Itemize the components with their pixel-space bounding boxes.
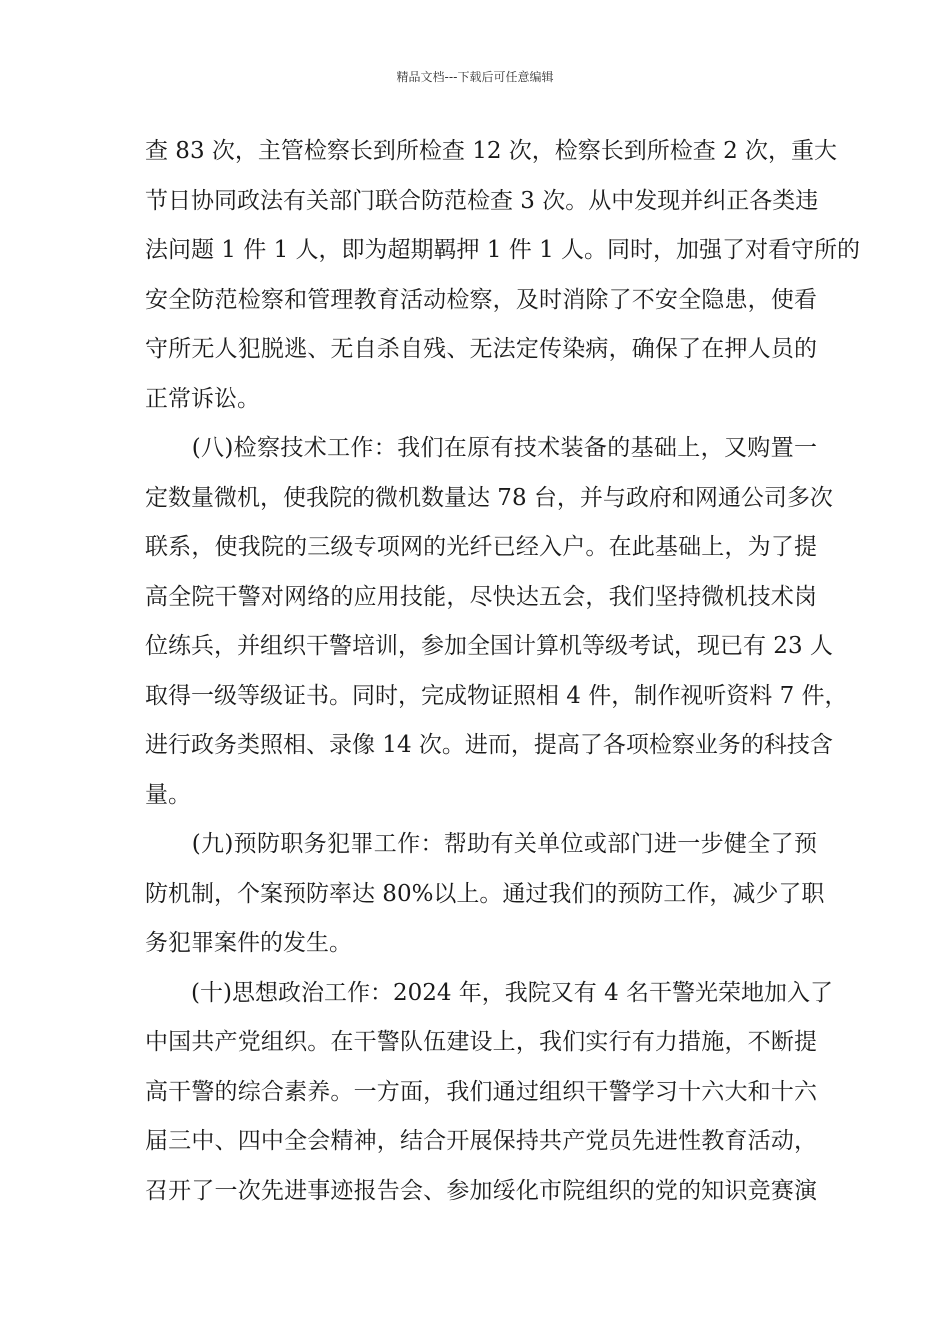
text-line: 防机制，个案预防率达 80%以上。通过我们的预防工作，减少了职	[145, 880, 825, 907]
text-line: 守所无人犯脱逃、无自杀自残、无法定传染病，确保了在押人员的	[145, 336, 817, 362]
text-line: 高干警的综合素养。一方面，我们通过组织干警学习十六大和十六	[145, 1078, 817, 1105]
text-line: 进行政务类照相、录像 14 次。进而，提高了各项检察业务的科技含	[145, 732, 833, 758]
document-body	[145, 131, 861, 1220]
paragraph-end-line: 量。	[145, 781, 191, 808]
paragraph-end-line: 务犯罪案件的发生。	[145, 930, 352, 956]
text-line: 节日协同政法有关部门联合防范检查 3 次。从中发现并纠正各类违	[145, 187, 819, 214]
text-line: 安全防范检察和管理教育活动检察，及时消除了不安全隐患，使看	[145, 286, 817, 313]
text-line: 取得一级等级证书。同时，完成物证照相 4 件，制作视听资料 7 件，	[145, 682, 848, 709]
text-line: 联系，使我院的三级专项网的光纤已经入户。在此基础上，为了提	[145, 534, 817, 560]
text-line: 高全院干警对网络的应用技能，尽快达五会，我们坚持微机技术岗	[145, 583, 817, 610]
text-line: 届三中、四中全会精神，结合开展保持共产党员先进性教育活动，	[145, 1128, 817, 1154]
text-line: (九)预防职务犯罪工作：帮助有关单位或部门进一步健全了预	[145, 831, 817, 857]
text-line: 法问题 1 件 1 人，即为超期羁押 1 件 1 人。同时，加强了对看守所的	[145, 237, 861, 263]
text-line: 中国共产党组织。在干警队伍建设上，我们实行有力措施，不断提	[145, 1029, 817, 1055]
text-line: 召开了一次先进事迹报告会、参加绥化市院组织的党的知识竞赛演	[145, 1177, 817, 1204]
text-line: (八)检察技术工作：我们在原有技术装备的基础上，又购置一	[145, 435, 817, 461]
text-line: 位练兵，并组织干警培训，参加全国计算机等级考试，现已有 23 人	[145, 633, 833, 659]
text-line: 定数量微机，使我院的微机数量达 78 台，并与政府和网通公司多次	[145, 484, 833, 511]
text-line: 查 83 次，主管检察长到所检查 12 次，检察长到所检查 2 次，重大	[145, 138, 838, 164]
paragraph-end-line: 正常诉讼。	[145, 385, 260, 412]
page-header: 精品文档---下载后可任意编辑	[396, 70, 554, 84]
text-line: (十)思想政治工作：2024 年，我院又有 4 名干警光荣地加入了	[145, 979, 834, 1006]
